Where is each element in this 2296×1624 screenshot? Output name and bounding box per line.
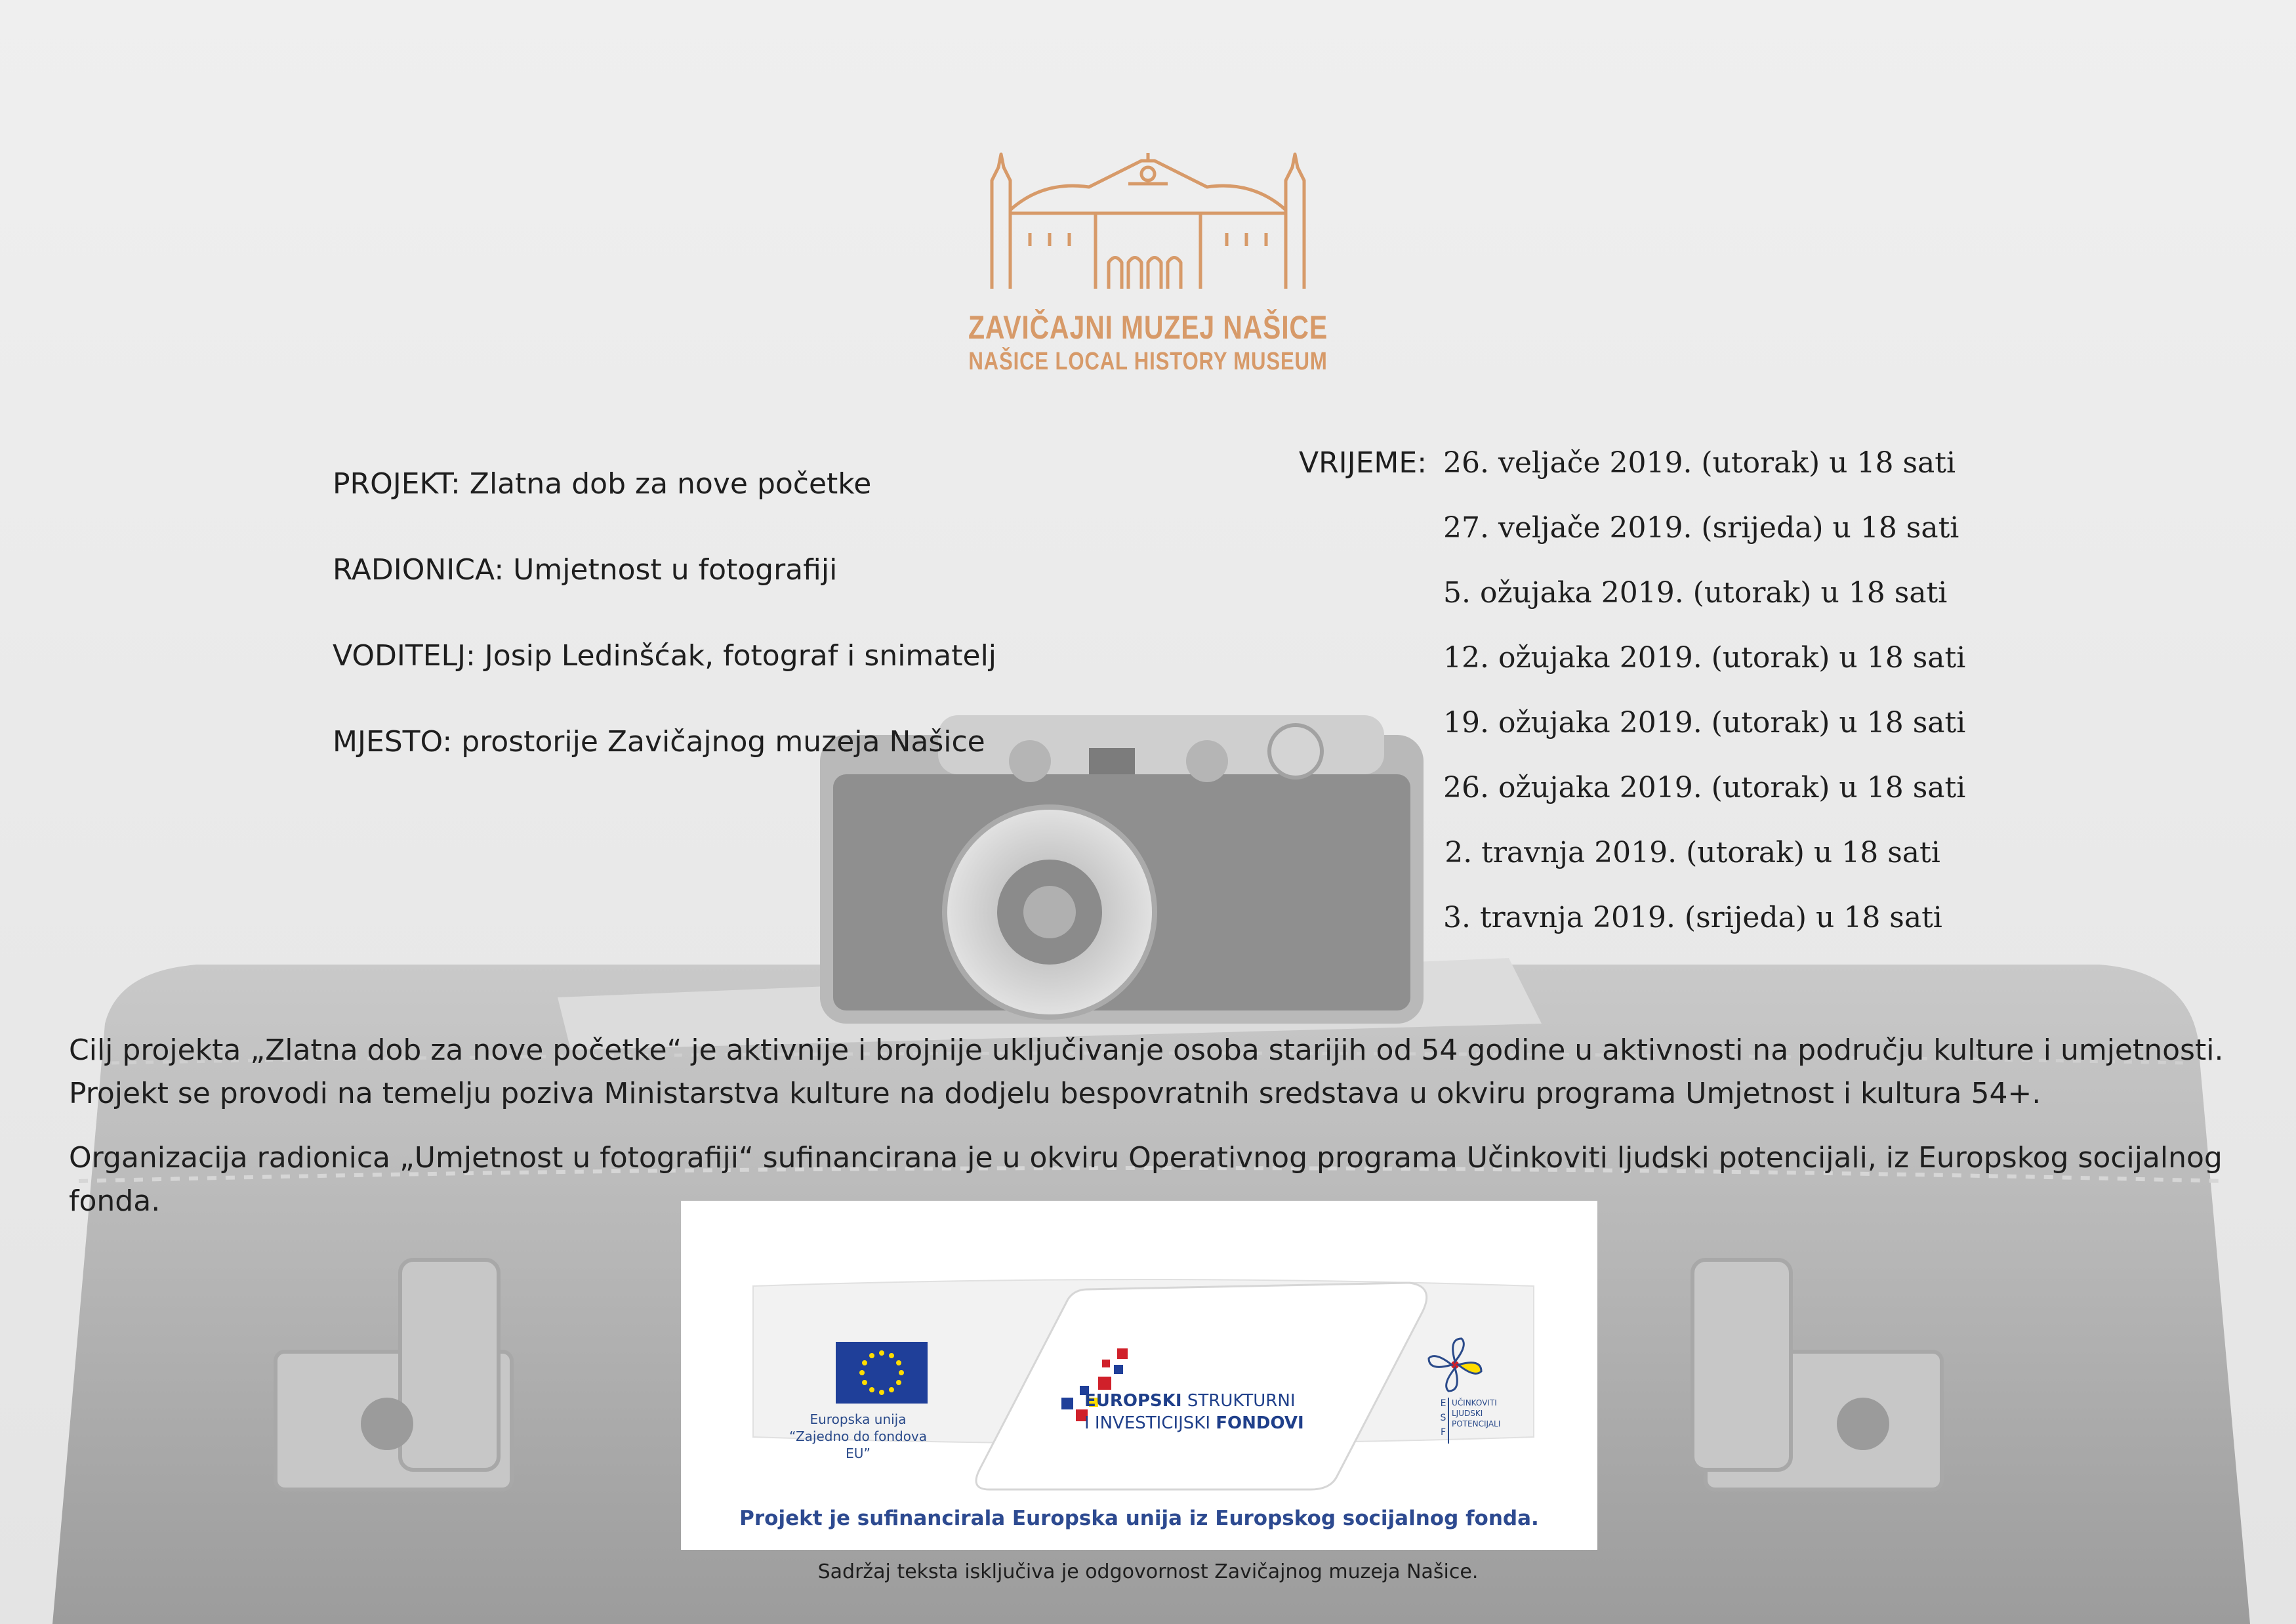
schedule-date: 26. veljače 2019. (utorak) u 18 sati [1443, 446, 1956, 480]
schedule-date: 5. ožujaka 2019. (utorak) u 18 sati [1443, 576, 1948, 610]
eu-caption-line: “Zajedno do fondova EU” [789, 1428, 928, 1461]
esif-text [1084, 1390, 1304, 1434]
esf-letter: F [1440, 1427, 1446, 1438]
workshop-line: RADIONICA: Umjetnost u fotografiji [333, 553, 838, 587]
disclaimer: Sadržaj teksta isključiva je odgovornost Zavičajnog muzeja Našice. [817, 1560, 1479, 1583]
leader-line: VODITELJ: Josip Ledinšćak, fotograf i snimatelj [333, 639, 997, 673]
esf-letter: S [1440, 1413, 1446, 1423]
schedule-date: 27. veljače 2019. (srijeda) u 18 sati [1443, 511, 1959, 545]
schedule-date: 12. ožujaka 2019. (utorak) u 18 sati [1443, 641, 1966, 675]
banner-footer: Projekt je sufinancirala Europska unija iz Europskog socijalnog fonda. [739, 1507, 1539, 1530]
schedule-date: 2. travnja 2019. (utorak) u 18 sati [1445, 836, 1940, 869]
funding-note: Organizacija radionica „Umjetnost u fotografiji“ sufinancirana je u okviru Operativnog programa Učinkoviti ljudski potencijali, iz Europskog socijalnog fonda. [69, 1141, 2223, 1218]
esif-rest: STRUKTURNI [1181, 1391, 1296, 1411]
esif-line2: I INVESTICIJSKI [1084, 1413, 1216, 1433]
esif-line2-bold: FONDOVI [1216, 1413, 1304, 1433]
eu-funding-banner [681, 1201, 1597, 1550]
project-line: PROJEKT: Zlatna dob za nove početke [333, 467, 872, 501]
esif-bold: EUROPSKI [1084, 1391, 1182, 1411]
museum-logo-icon [984, 148, 1312, 299]
ulp-text [1452, 1398, 1511, 1429]
venue-line: MJESTO: prostorije Zavičajnog muzeja Našice [333, 725, 985, 759]
ulp-line: UČINKOVITI [1452, 1398, 1497, 1407]
eu-flag-icon [836, 1342, 928, 1404]
schedule-date: 3. travnja 2019. (srijeda) u 18 sati [1443, 901, 1942, 934]
esf-letter: E [1440, 1398, 1446, 1409]
eu-caption [779, 1411, 937, 1462]
schedule-date: 19. ožujaka 2019. (utorak) u 18 sati [1443, 706, 1966, 739]
museum-name-hr: ZAVIČAJNI MUZEJ NAŠICE [968, 309, 1328, 346]
esf-letters [1439, 1396, 1448, 1440]
project-description: Cilj projekta „Zlatna dob za nove početke“ je aktivnije i brojnije uključivanje osoba starijih od 54 godine u aktivnosti na području kulture i umjetnosti. Projekt se provodi na temelju poziva Ministarstva kulture na dodjelu bespovratnih sredstava u okviru programa Umjetnost i kultura 54+. [69, 1033, 2224, 1110]
schedule-date: 26. ožujaka 2019. (utorak) u 18 sati [1443, 771, 1966, 804]
museum-name-en: NAŠICE LOCAL HISTORY MUSEUM [968, 348, 1328, 375]
eu-caption-line: Europska unija [810, 1411, 907, 1427]
ulp-line: POTENCIJALI [1452, 1419, 1501, 1428]
schedule-label: VRIJEME: [1299, 446, 1427, 480]
ulp-line: LJUDSKI [1452, 1409, 1483, 1418]
